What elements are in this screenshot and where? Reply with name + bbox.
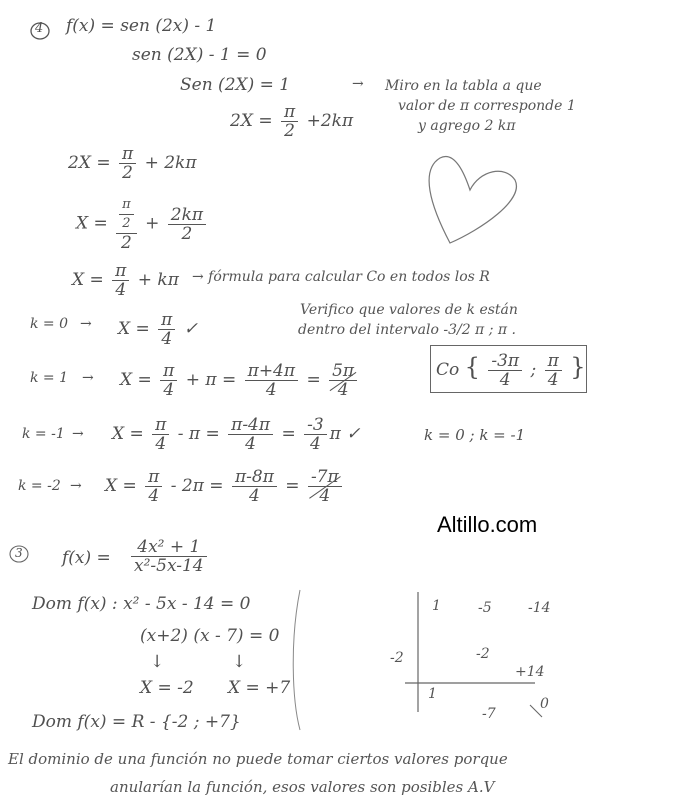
conclusion-line-1: El dominio de una función no puede tomar ciertos valores porque (8, 750, 508, 768)
note-line-3: y agrego 2 kπ (418, 118, 516, 134)
k0-expression: X = $\frac{\pi}{4}$ ✓ (118, 310, 199, 349)
formula-lhs: X = (72, 270, 104, 290)
synth-coef-1: 1 (432, 598, 441, 614)
synth-mult-3: +14 (515, 664, 545, 680)
heart-doodle (429, 156, 516, 243)
ex4-solution-lhs: 2X = (230, 111, 273, 131)
exercise-3-number: 3 (15, 546, 23, 560)
exercise-4-number: 4 (35, 21, 44, 36)
k0-label: k = 0 (30, 316, 69, 332)
formula-note: → fórmula para calcular Co en todos los R (192, 269, 490, 285)
step1-fraction: $\frac{\pi}{2}$ (119, 145, 136, 182)
check-mark: ✓ (183, 319, 199, 339)
ex3-factors: (x+2) (x - 7) = 0 (140, 626, 280, 646)
km2-arrow: → (70, 478, 82, 494)
step1-lhs: 2X = (68, 153, 111, 173)
verify-line-1: Verifico que valores de k están (300, 302, 518, 318)
ex4-solution-rest: +2kπ (306, 111, 354, 131)
synth-mult-2: -2 (476, 646, 490, 662)
k1-label: k = 1 (30, 370, 69, 386)
synth-coef-3: -14 (528, 600, 551, 616)
crossed-out-value: $\frac{5\pi}{4}$ (329, 362, 357, 399)
ex3-function-lhs: f(x) = (62, 548, 111, 568)
step2-complex-fraction: $\frac{\frac{\pi}{2}}{2}$ (116, 196, 137, 252)
synth-coef-2: -5 (478, 600, 492, 616)
note-arrow: → (352, 76, 364, 92)
co-result: Co { $\frac{-3\pi}{4}$ ; $\frac{\pi}{4}$ } (436, 351, 586, 390)
ex3-domain-equation: Dom f(x) : x² - 5x - 14 = 0 (32, 594, 251, 614)
ex4-step2 (76, 196, 209, 252)
km2-expression: X = $\frac{\pi}{4}$ - 2π = $\frac{\pi-8\pi}{4}$ = $\frac{-7\pi}{4}$ (105, 468, 345, 505)
ex3-domain-result: Dom f(x) = R - {-2 ; +7} (32, 712, 241, 732)
ex4-equation-zero: sen (2X) - 1 = 0 (132, 45, 267, 65)
ex4-function-definition: f(x) = sen (2x) - 1 (66, 16, 217, 36)
formula-rest: + kπ (137, 270, 179, 290)
km1-expression: X = $\frac{\pi}{4}$ - π = $\frac{\pi-4\pi}{4}$ = $\frac{-3}{4}$ π ✓ (112, 415, 361, 454)
synth-root: -2 (390, 650, 404, 666)
ex4-step1 (68, 145, 197, 182)
conclusion-line-2: anularían la función, esos valores son posibles A.V (110, 778, 495, 796)
ex3-arrow-1: ↓ (150, 652, 165, 672)
synth-result-2: -7 (482, 706, 496, 722)
watermark: Altillo.com (437, 512, 538, 537)
ex3-root-1: X = -2 (140, 678, 194, 698)
step2-lhs: X = (76, 213, 108, 234)
note-line-2: valor de π corresponde 1 (398, 98, 576, 114)
general-formula (72, 262, 179, 299)
check-mark: ✓ (346, 424, 361, 444)
ex4-solution-fraction: $\frac{\pi}{2}$ (281, 103, 298, 140)
verify-line-2: dentro del intervalo -3/2 π ; π . (298, 322, 516, 338)
k1-expression: X = $\frac{\pi}{4}$ + π = $\frac{\pi+4\pi}{4}$ = $\frac{5\pi}{4}$ (120, 362, 360, 399)
ex3-arrow-2: ↓ (232, 652, 247, 672)
step2-fraction-k: $\frac{2k\pi}{2}$ (168, 206, 206, 243)
km1-label: k = -1 (22, 426, 65, 442)
step1-rest: + 2kπ (144, 153, 197, 173)
km1-arrow: → (72, 426, 84, 442)
k0-arrow: → (80, 316, 92, 332)
stray-pen-line (293, 590, 300, 730)
ex4-solution-line (230, 103, 353, 140)
synth-result-1: 1 (428, 686, 437, 702)
valid-k-values: k = 0 ; k = -1 (424, 426, 526, 444)
k1-arrow: → (82, 370, 94, 386)
ex3-function-fraction: $\frac{\text{4x² + 1}}{\text{x²-5x-14}}$ (128, 538, 210, 575)
synth-result-3: 0 (540, 696, 549, 712)
ex3-root-2: X = +7 (228, 678, 291, 698)
note-line-1: Miro en la tabla a que (385, 78, 542, 94)
step2-plus: + (145, 213, 160, 234)
formula-fraction: $\frac{\pi}{4}$ (112, 262, 129, 299)
km2-label: k = -2 (18, 478, 61, 494)
ex4-equation-one: Sen (2X) = 1 (180, 75, 291, 95)
crossed-out-value: $\frac{-7\pi}{4}$ (308, 468, 342, 505)
